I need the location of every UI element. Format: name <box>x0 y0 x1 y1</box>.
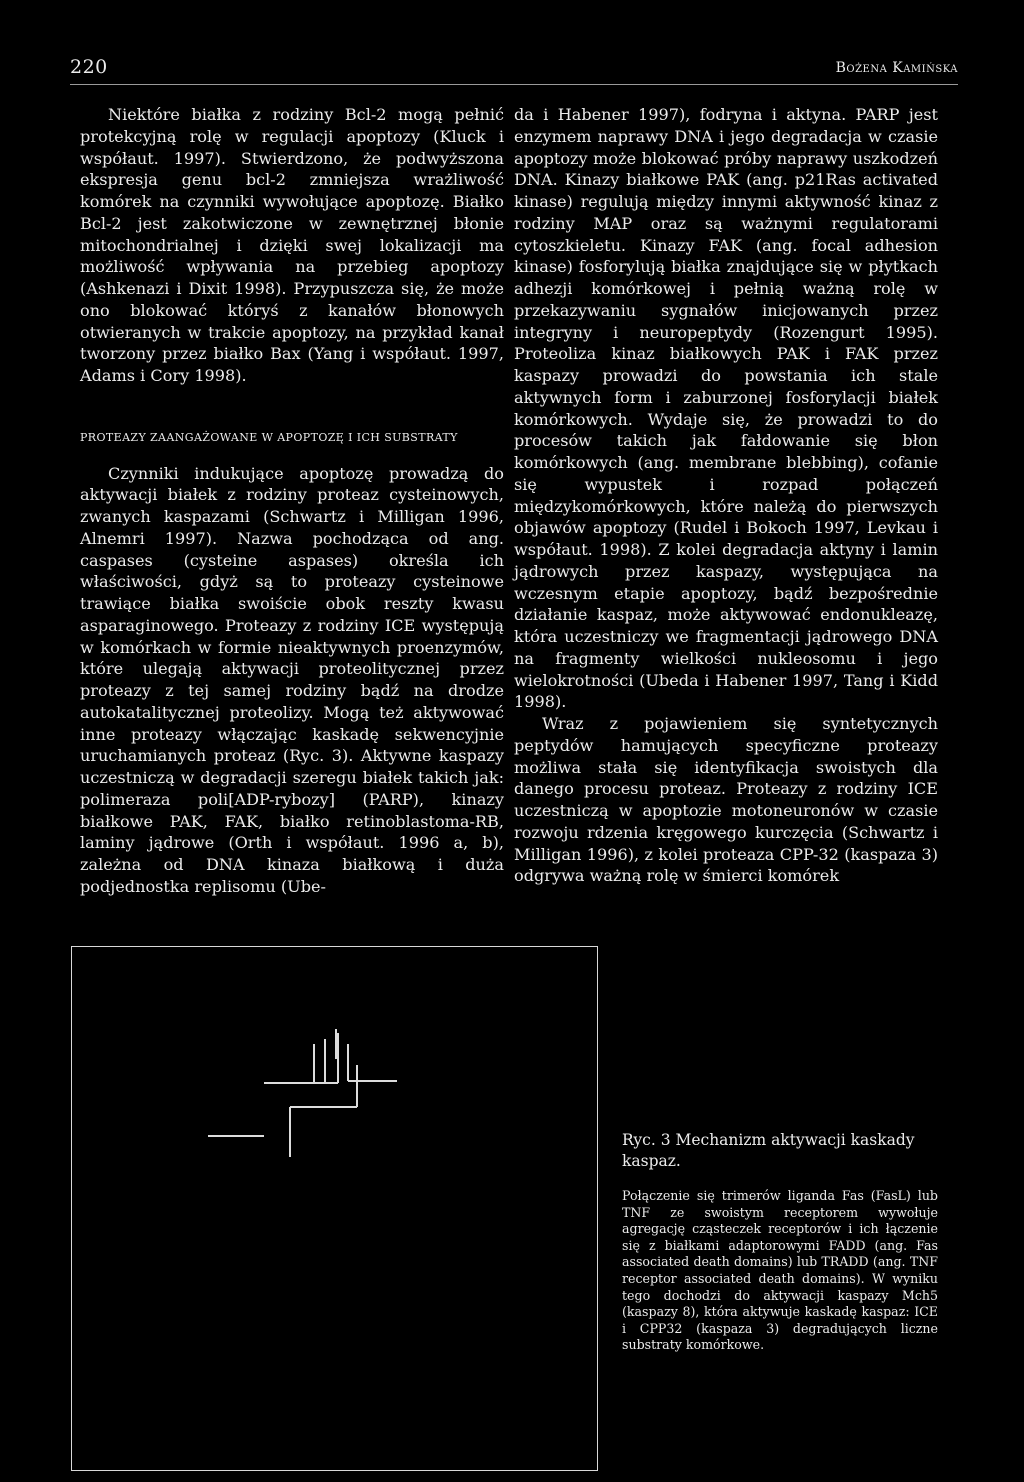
running-head: Bożena Kamińska <box>835 60 958 76</box>
figure-frame <box>71 946 598 1471</box>
page-number: 220 <box>70 56 108 78</box>
figure-caption-title: Ryc. 3 Mechanizm aktywacji kaskady kaspaz. <box>622 1131 915 1170</box>
page-header <box>70 56 958 85</box>
figure-caption-body: Połączenie się trimerów liganda Fas (FasL) lub TNF ze swoistym receptorem wywołuje agregację cząsteczek receptorów i ich łączenie się z białkami adaptorowymi FADD (ang. Fas associated death domains) lub TRADD (ang. TNF receptor associated death domains). W wyniku tego dochodzi do aktywacji kaspazy Mch5 (kaspazy 8), która aktywuje kaskadę kaspaz: ICE i CPP32 (kaspaza 3) degradujących liczne substraty komórkowe. <box>622 1188 938 1353</box>
left-column <box>80 104 504 898</box>
section-heading: PROTEAZY ZAANGAŻOWANE W APOPTOZĘ I ICH SUBSTRATY <box>80 430 458 444</box>
right-paragraph-2: Wraz z pojawieniem się syntetycznych peptydów hamujących specyficzne proteazy możliwa stała się identyfikacja swoistych dla danego procesu proteaz. Proteazy z rodziny ICE uczestniczą w apoptozie motoneuronów w czasie rozwoju rdzenia kręgowego kurczęcia (Schwartz i Milligan 1996), z kolei proteaza CPP-32 (kaspaza 3) odgrywa ważną rolę w śmierci komórek <box>514 714 938 886</box>
right-column <box>514 104 938 887</box>
left-paragraph-2: Czynniki indukujące apoptozę prowadzą do aktywacji białek z rodziny proteaz cysteinowych, zwanych kaspazami (Schwartz i Milligan 1996, Alnemri 1997). Nazwa pochodząca od ang. caspases (cysteine aspases) określa ich właściwości, gdyż są to proteazy cysteinowe trawiące białka swoiście obok reszty kwasu asparaginowego. Proteazy z rodziny ICE występują w komórkach w formie nieaktywnych proenzymów, które ulegają aktywacji proteolitycznej przez proteazy z tej samej rodziny bądź na drodze autokatalitycznej proteolizy. Mogą też aktywować inne proteazy włączając kaskadę sekwencyjnie uruchamianych proteaz (Ryc. 3). Aktywne kaspazy uczestniczą w degradacji szeregu białek takich jak: polimeraza poli[ADP-rybozy] (PARP), kinazy białkowe PAK, FAK, białko retinoblastoma-RB, laminy jądrowe (Orth i współaut. 1996 a, b), zależna od DNA kinaza białkową i duża podjednostka replisomu (Ube- <box>80 463 504 896</box>
left-paragraph-1: Niektóre białka z rodziny Bcl-2 mogą pełnić protekcyjną rolę w regulacji apoptozy (Kluck i współaut. 1997). Stwierdzono, że podwyższona ekspresja genu bcl-2 zmniejsza wrażliwość komórek na czynniki wywołujące apoptozę. Białko Bcl-2 jest zakotwiczone w zewnętrznej błonie mitochondrialnej i dzięki swej lokalizacji ma możliwość wpływania na przebieg apoptozy (Ashkenazi i Dixit 1998). Przypuszcza się, że może ono blokować któryś z kanałów błonowych otwieranych w trakcie apoptozy, na przykład kanał tworzony przez białko Bax (Yang i współaut. 1997, Adams i Cory 1998). <box>80 105 504 385</box>
figure-diagram <box>72 947 599 1472</box>
right-paragraph-1: da i Habener 1997), fodryna i aktyna. PARP jest enzymem naprawy DNA i jego degradacja w czasie apoptozy może blokować próby naprawy uszkodzeń DNA. Kinazy białkowe PAK (ang. p21Ras activated kinase) regulują między innymi aktywność kinaz z rodziny MAP oraz są ważnymi regulatorami cytoszkieletu. Kinazy FAK (ang. focal adhesion kinase) fosforylują białka znajdujące się w płytkach adhezji komórkowej i pełnią ważną rolę w przekazywaniu sygnałów inicjowanych przez integryny i neuropeptydy (Rozengurt 1995). Proteoliza kinaz białkowych PAK i FAK przez kaspazy prowadzi do powstania ich stale aktywnych form i zaburzonej fosforylacji białek komórkowych. Wydaje się, że prowadzi to do procesów takich jak fałdowanie się błon komórkowych (ang. membrane blebbing), cofanie się wypustek i rozpad połączeń międzykomórkowych, które należą do pierwszych objawów apoptozy (Rudel i Bokoch 1997, Levkau i współaut. 1998). Z kolei degradacja aktyny i lamin jądrowych przez kaspazy, występująca na wczesnym etapie apoptozy, bądź bezpośrednie działanie kaspaz, może aktywować endonukleazę, która uczestniczy we fragmentacji jądrowego DNA na fragmenty wielkości nukleosomu i jego wielokrotności (Ubeda i Habener 1997, Tang i Kidd 1998). <box>514 105 938 712</box>
